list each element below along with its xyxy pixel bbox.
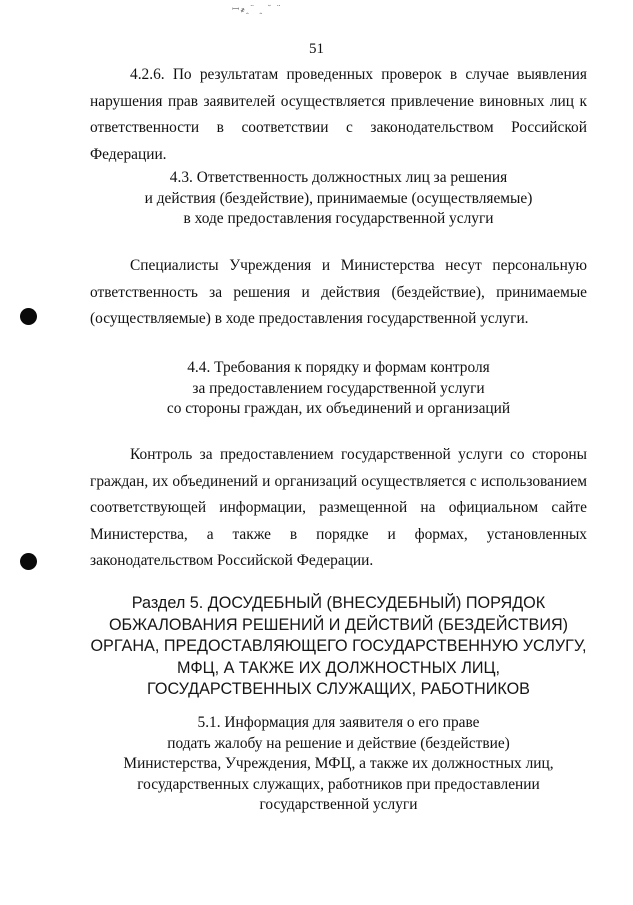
paragraph-4-2-6: 4.2.6. По результатам проведенных проверок в случае выявления нарушения прав заявителей осуществляется привлечение виновных лиц к ответственности в соответствии с законодательством Российской Федерации. <box>90 66 587 163</box>
paragraph-control: Контроль за предоставлением государственной услуги со стороны граждан, их объединений и организаций осуществляется с использованием соответствующей информации, размещенной на официальном сайте Министерства, а также в порядке и формах, установленных законодательством Российской Федерации. <box>90 446 587 569</box>
paragraph-responsibility: Специалисты Учреждения и Министерства несут персональную ответственность за решения и действия (бездействие), принимаемые (осуществляемые) в ходе предоставления государственной услуги. <box>90 257 587 327</box>
heading-4-3-line: в ходе предоставления государственной услуги <box>183 210 494 227</box>
section-5-title <box>90 593 587 701</box>
section-5-title-line: ОРГАНА, ПРЕДОСТАВЛЯЮЩЕГО ГОСУДАРСТВЕННУЮ УСЛУГУ, <box>90 637 587 655</box>
page-number: 51 <box>309 41 324 57</box>
punch-hole-mark <box>20 308 37 325</box>
heading-4-4-line: со стороны граждан, их объединений и организаций <box>166 400 511 417</box>
heading-5-1-line: Министерства, Учреждения, МФЦ, а также их должностных лиц, <box>123 755 554 772</box>
heading-5-1-line: государственной услуги <box>259 796 418 813</box>
section-5-title-line: ОБЖАЛОВАНИЯ РЕШЕНИЙ И ДЕЙСТВИЙ (БЕЗДЕЙСТВИЯ) <box>108 615 569 634</box>
heading-4-3 <box>90 168 587 230</box>
section-5-title-line: МФЦ, А ТАКЖЕ ИХ ДОЛЖНОСТНЫХ ЛИЦ, <box>177 658 500 677</box>
section-5-title-line: ГОСУДАРСТВЕННЫХ СЛУЖАЩИХ, РАБОТНИКОВ <box>147 680 530 698</box>
heading-4-3-line: 4.3. Ответственность должностных лиц за решения <box>169 169 508 186</box>
heading-4-3-line: и действия (бездействие), принимаемые (осуществляемые) <box>144 189 533 207</box>
scan-artifact-marks: ꟷ҂ꞈ¨ ꞈ ˘ ¨ <box>232 5 282 15</box>
heading-4-4-line: 4.4. Требования к порядку и формам контроля <box>187 359 490 376</box>
heading-5-1-line: государственных служащих, работников при предоставлении <box>137 775 540 793</box>
heading-4-4 <box>90 358 587 420</box>
heading-4-4-line: за предоставлением государственной услуги <box>192 379 485 397</box>
heading-5-1-line: 5.1. Информация для заявителя о его праве <box>197 714 480 731</box>
heading-5-1 <box>90 713 587 816</box>
section-5-title-line: Раздел 5. ДОСУДЕБНЫЙ (ВНЕСУДЕБНЫЙ) ПОРЯДОК <box>131 594 546 612</box>
heading-5-1-line: подать жалобу на решение и действие (бездействие) <box>167 734 510 752</box>
punch-hole-mark <box>20 553 37 570</box>
